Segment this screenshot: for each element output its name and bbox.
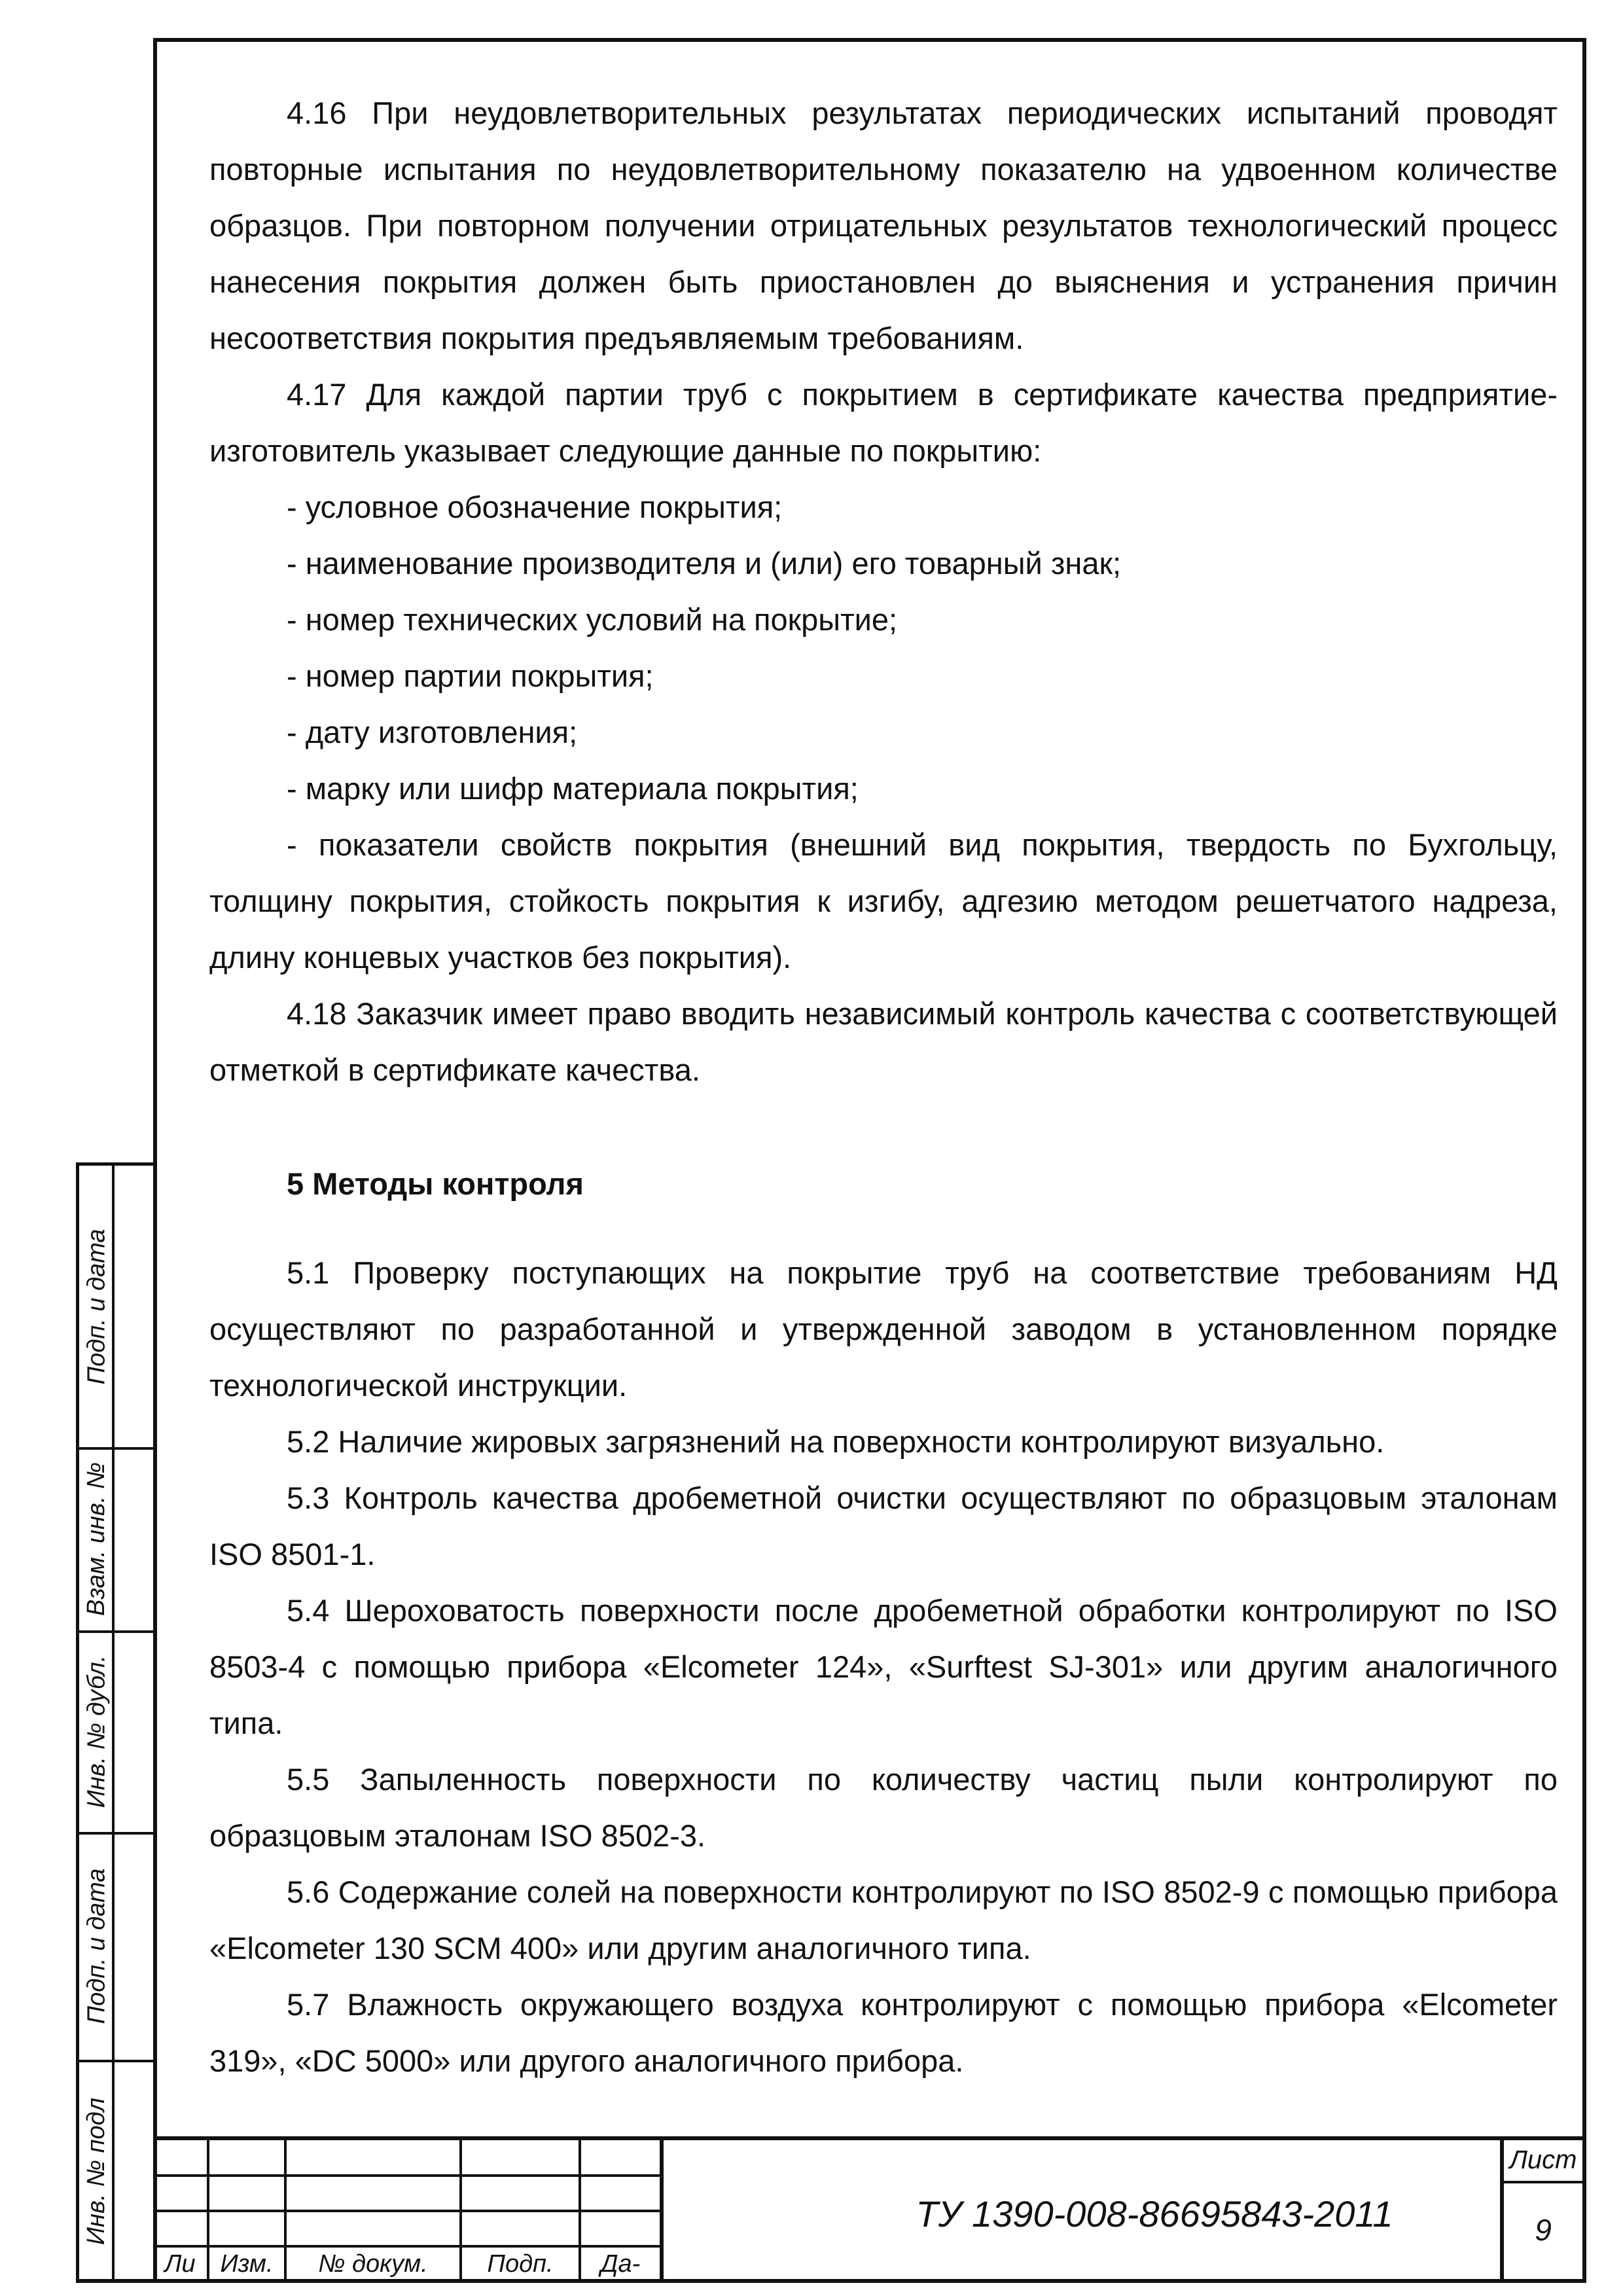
side-cell-vzam-inv: [79, 1447, 115, 1630]
sheet-number: 9: [1535, 2213, 1552, 2247]
list-item: - номер партии покрытия;: [287, 658, 654, 693]
paragraph-5-5: 5.5 Запыленность поверхности по количеству частиц пыли контролируют по образцовым эталонам ISO 8502-3.: [209, 1762, 1558, 1853]
side-label: Инв. № подл: [82, 2097, 111, 2245]
side-label: Подп. и дата: [82, 1229, 111, 1384]
list-item: - показатели свойств покрытия (внешний вид покрытия, твердость по Бухгольцу, толщину покрытия, стойкость покрытия к изгибу, адгезию методом решетчатого надреза, длину концевых участков без покрытия).: [209, 827, 1558, 975]
tb-label-li: Ли: [164, 2250, 196, 2278]
paragraph-5-1: 5.1 Проверку поступающих на покрытие труб на соответствие требованиям НД осуществляют по разработанной и утвержденной заводом в установленном порядке технологической инструкции.: [209, 1255, 1558, 1403]
side-label: Взам. инв. №: [82, 1462, 111, 1616]
side-cell-podp-data-2: [79, 1832, 115, 2060]
side-label: Подп. и дата: [82, 1868, 111, 2024]
paragraph-5-6: 5.6 Содержание солей на поверхности контролируют по ISO 8502-9 с помощью прибора «Elcometer 130 SCM 400» или другим аналогичного типа.: [209, 1874, 1558, 1965]
tb-row-divider: [153, 2210, 660, 2212]
side-label: Инв. № дубл.: [82, 1655, 111, 1808]
side-cell-inv-podl: [79, 2060, 115, 2282]
tb-row-divider: [153, 2245, 660, 2248]
paragraph-5-7: 5.7 Влажность окружающего воздуха контролируют с помощью прибора «Elcometer 319», «DC 5000» или другого аналогичного прибора.: [209, 1987, 1558, 2078]
list-item: - номер технических условий на покрытие;: [287, 602, 898, 637]
paragraph-4-17: 4.17 Для каждой партии труб с покрытием в сертификате качества предприятие-изготовитель указывает следующие данные по покрытию:: [209, 377, 1558, 468]
tb-label-dokum: № докум.: [318, 2250, 428, 2278]
tb-label-da: Да-: [600, 2250, 641, 2278]
section-title: 5 Методы контроля: [287, 1166, 584, 1201]
tb-label-podp: Подп.: [487, 2250, 554, 2278]
document-code: ТУ 1390-008-86695843-2011: [916, 2193, 1393, 2234]
tb-divider: [660, 2140, 664, 2283]
paragraph-5-2: 5.2 Наличие жировых загрязнений на поверхности контролируют визуально.: [287, 1424, 1385, 1459]
list-item: - условное обозначение покрытия;: [287, 490, 783, 524]
tb-label-izm: Изм.: [220, 2250, 274, 2278]
sheet-label: Лист: [1509, 2145, 1577, 2174]
paragraph-5-3: 5.3 Контроль качества дробеметной очистки осуществляют по образцовым эталонам ISO 8501-1.: [209, 1480, 1558, 1571]
side-cell-inv-dubl: [79, 1630, 115, 1832]
tb-row-divider: [153, 2174, 660, 2177]
document-body: [209, 85, 1558, 2089]
list-item: - наименование производителя и (или) его товарный знак;: [287, 546, 1122, 581]
side-cell-podp-data-1: [79, 1166, 115, 1447]
paragraph-4-18: 4.18 Заказчик имеет право вводить независимый контроль качества с соответствующей отметкой в сертификате качества.: [209, 996, 1558, 1087]
paragraph-4-16: 4.16 При неудовлетворительных результатах периодических испытаний проводят повторные испытания по неудовлетворительному показателю на удвоенном количестве образцов. При повторном получении отрицательных результатов технологический процесс нанесения покрытия должен быть приостановлен до выяснения и устранения причин несоответствия покрытия предъявляемым требованиям.: [209, 96, 1558, 355]
title-block: [153, 2136, 1586, 2283]
list-item: - марку или шифр материала покрытия;: [287, 771, 859, 806]
list-item: - дату изготовления;: [287, 715, 578, 749]
paragraph-5-4: 5.4 Шероховатость поверхности после дробеметной обработки контролируют по ISO 8503-4 с помощью прибора «Elcometer 124», «Surftest SJ-301» или другим аналогичного типа.: [209, 1593, 1558, 1740]
tb-row-divider: [1500, 2181, 1586, 2183]
side-stamp-table: [76, 1162, 153, 2283]
